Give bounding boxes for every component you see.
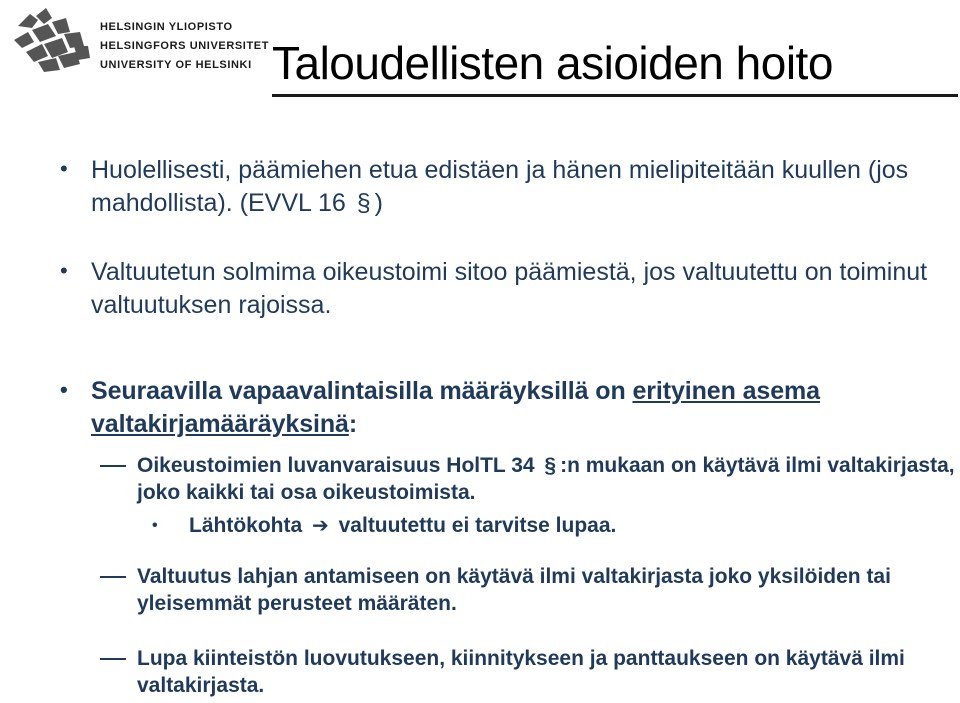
logo-text-english: UNIVERSITY OF HELSINKI [100,59,252,71]
logo-text-finnish: HELSINGIN YLIOPISTO [100,21,233,33]
bullet-dot: • [60,156,68,181]
title-underline [272,94,958,97]
bullet-text: Seuraavilla vapaavalintaisilla määräyksillä on erityinen asema valtakirjamääräyksinä: [91,377,820,438]
logo-text-swedish: HELSINGFORS UNIVERSITET [100,40,270,52]
dash-marker [100,658,126,660]
sub-sub-bullet-text: Lähtökohta ➔ valtuutettu ei tarvitse lupaa. [189,512,616,540]
dash-marker [100,576,126,578]
sub-bullet-text: Oikeustoimien luvanvaraisuus HolTL 34 § :n mukaan on käytävä ilmi valtakirjasta, joko kaikki tai osa oikeustoimista. [137,454,955,504]
bullet-text: Huolellisesti, päämiehen etua edistäen ja hänen mielipiteitään kuullen (jos mahdollista). (EVVL 16 § ) [91,156,909,217]
bullet-dot: • [60,377,68,402]
sub-bullet-text: Lupa kiinteistön luovutukseen, kiinnitykseen ja panttaukseen on käytävä ilmi valtakirjasta. [137,647,905,697]
page-title: Taloudellisten asioiden hoito [272,37,833,89]
bullet-dot: • [152,517,158,534]
helsinki-university-logo-icon [8,6,92,74]
bullet-dot: • [60,258,68,283]
dash-marker [100,465,126,467]
right-arrow-icon: ➔ [312,515,329,537]
bullet-text: Valtuutetun solmima oikeustoimi sitoo päämiestä, jos valtuutettu on toiminut valtuutuksen rajoissa. [91,258,928,319]
sub-bullet-text: Valtuutus lahjan antamiseen on käytävä ilmi valtakirjasta joko yksilöiden tai yleisemmät perusteet määräten. [137,565,891,615]
university-logo [8,6,270,74]
underlined-text: erityinen asema valtakirjamääräyksinä [91,377,820,438]
